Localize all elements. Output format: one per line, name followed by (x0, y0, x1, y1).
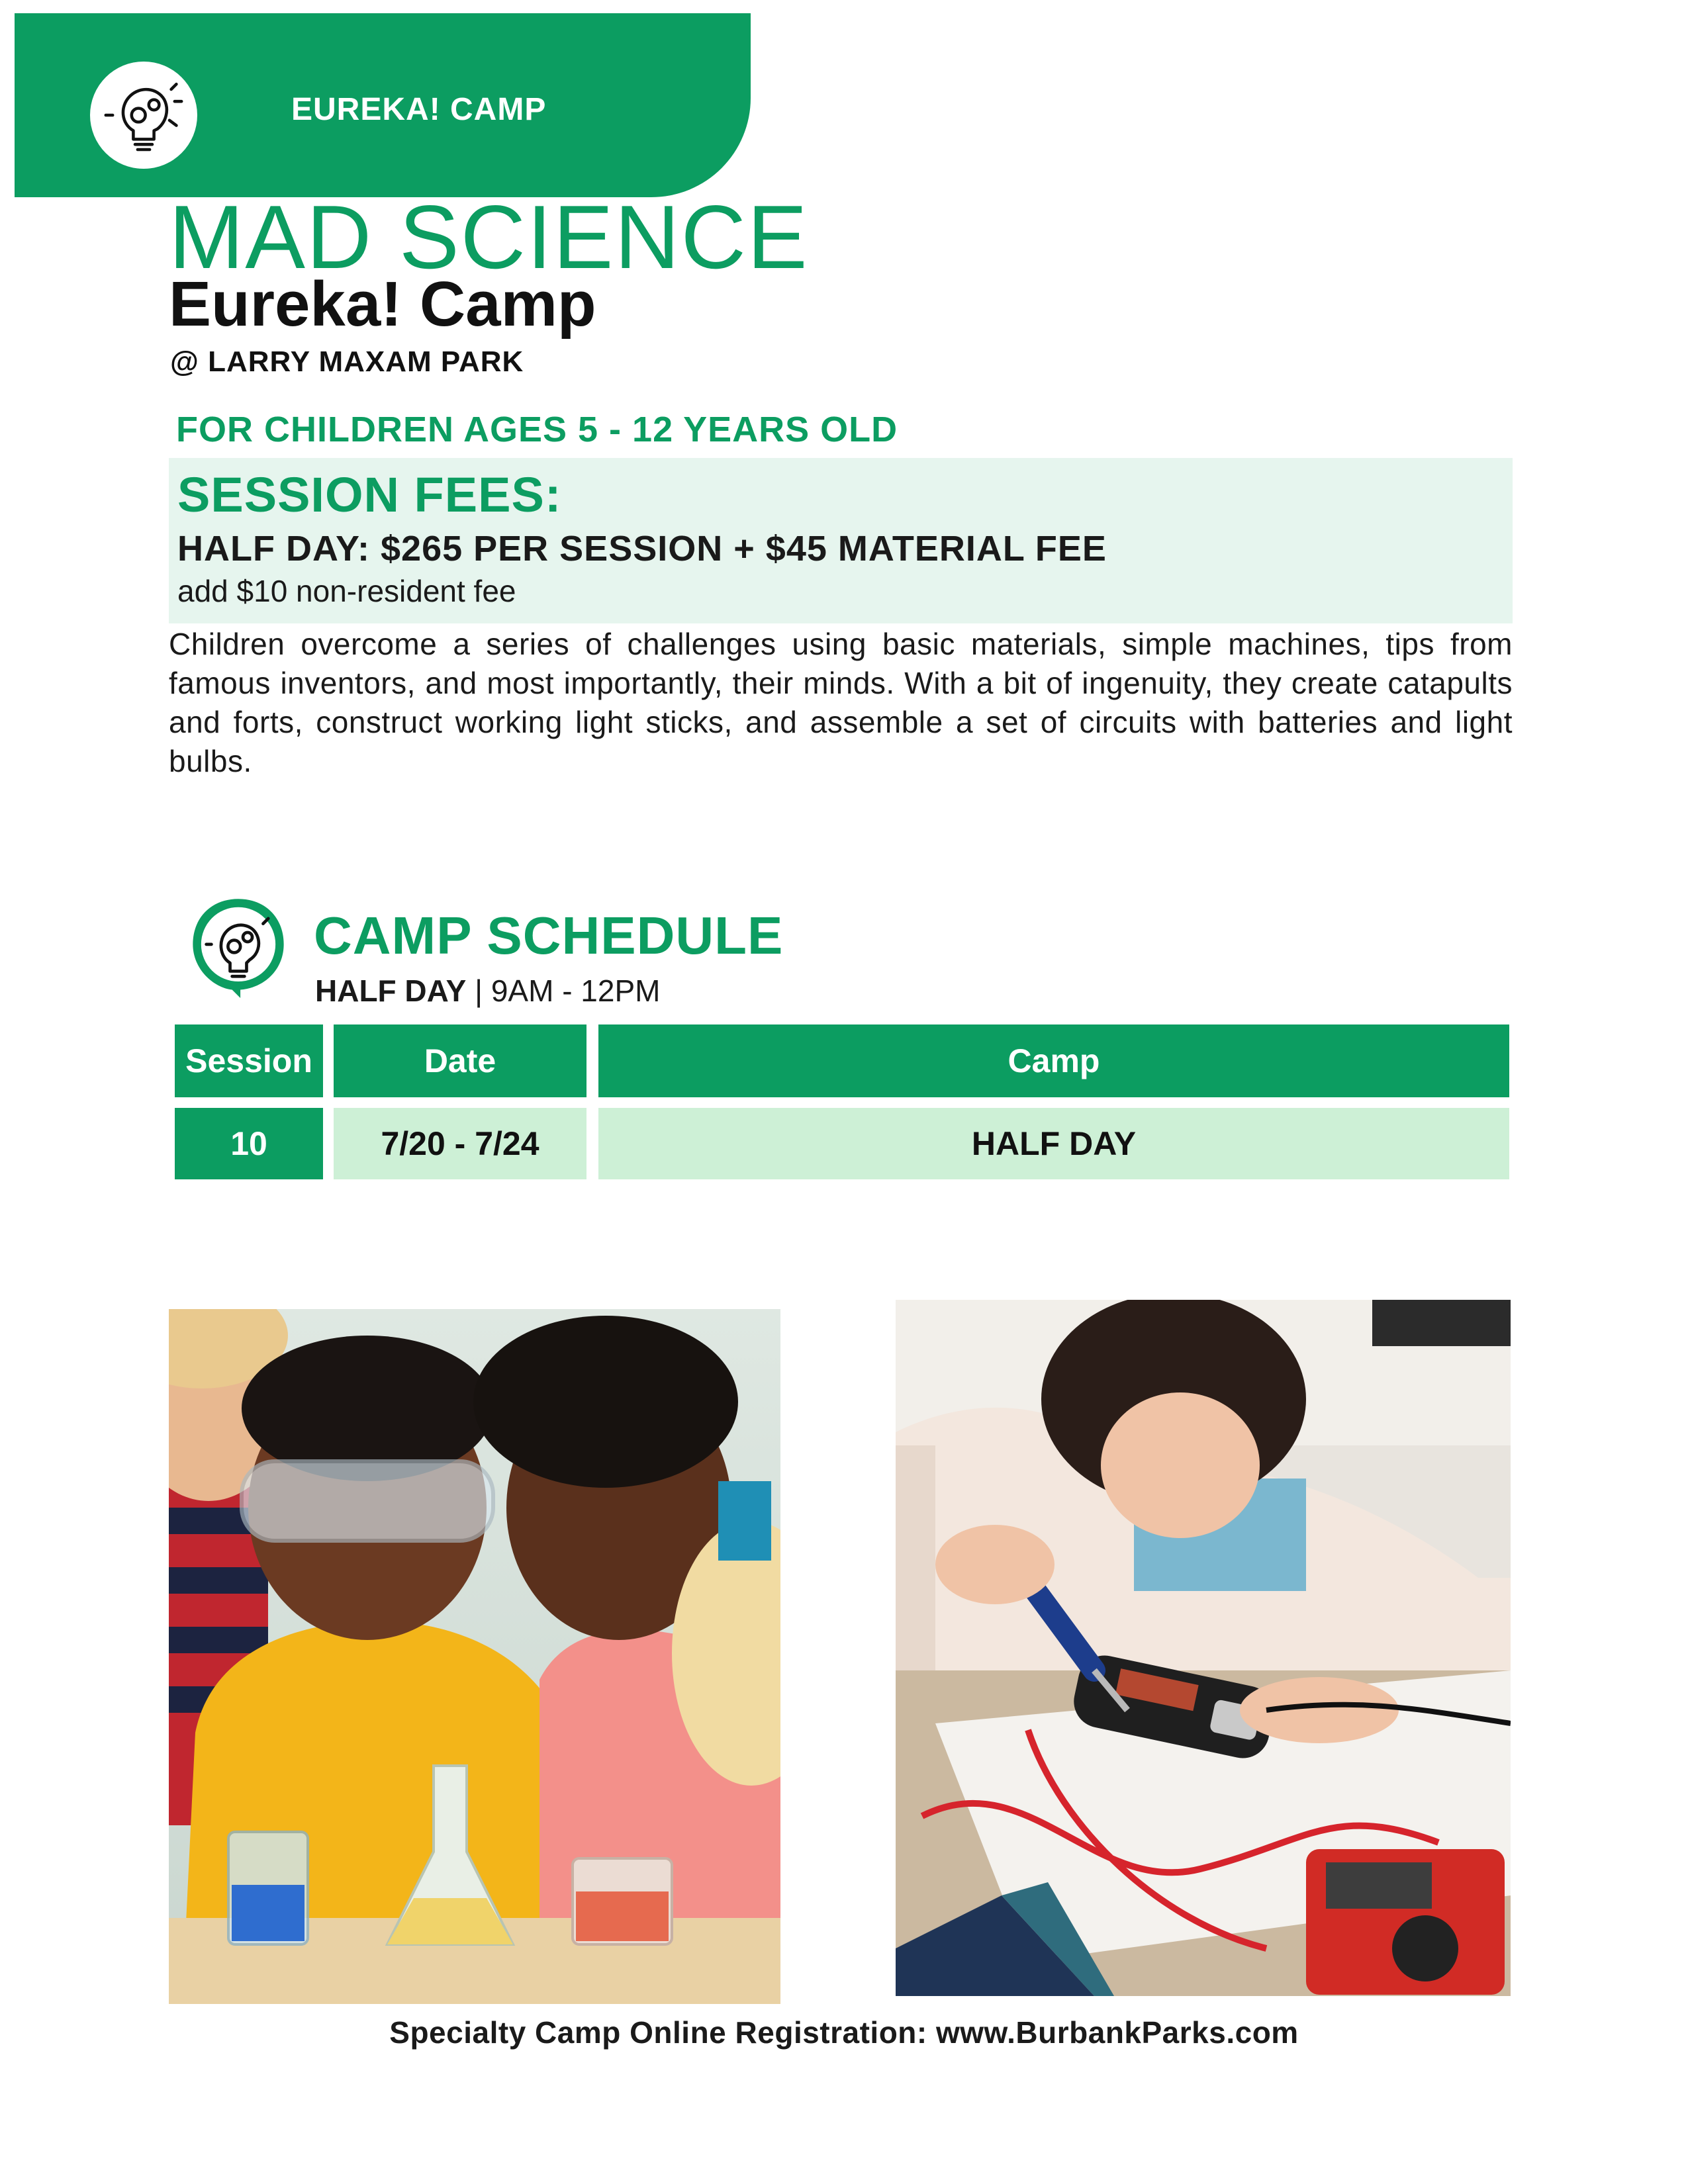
lightbulb-gears-icon (187, 895, 290, 998)
banner-title: EUREKA! CAMP (291, 92, 547, 127)
student-soldering-circuit-photo (896, 1300, 1511, 1996)
location-label: @ LARRY MAXAM PARK (170, 345, 524, 378)
table-cell-session: 10 (175, 1108, 323, 1179)
table-cell-date: 7/20 - 7/24 (334, 1108, 586, 1179)
table-header-session: Session (175, 1024, 323, 1097)
schedule-title: CAMP SCHEDULE (314, 906, 784, 965)
table-cell-camp: HALF DAY (598, 1108, 1509, 1179)
footer-registration: Specialty Camp Online Registration: www.BurbankParks.com (389, 2015, 1299, 2050)
lightbulb-gears-icon (90, 62, 197, 169)
page-subtitle: Eureka! Camp (169, 269, 596, 340)
ages-label: FOR CHILDREN AGES 5 - 12 YEARS OLD (176, 410, 898, 449)
schedule-label: HALF DAY (315, 974, 467, 1008)
session-fees-price: HALF DAY: $265 PER SESSION + $45 MATERIAL FEE (177, 529, 1107, 569)
table-header-date: Date (334, 1024, 586, 1097)
camp-description: Children overcome a series of challenges using basic materials, simple machines, tips from famous inventors, and most importantly, their minds. With a bit of ingenuity, they create catapults and forts, construct working light sticks, and assemble a set of circuits with batteries and light bulbs. (169, 627, 1513, 778)
page-title: MAD SCIENCE (169, 187, 809, 287)
kids-science-lab-photo (169, 1309, 780, 2004)
schedule-subtitle (315, 973, 660, 1009)
table-header-camp: Camp (598, 1024, 1509, 1097)
schedule-time: 9AM - 12PM (491, 974, 661, 1008)
schedule-separator: | (475, 974, 483, 1008)
session-fees-note: add $10 non-resident fee (177, 574, 516, 608)
session-fees-heading: SESSION FEES: (177, 467, 562, 522)
